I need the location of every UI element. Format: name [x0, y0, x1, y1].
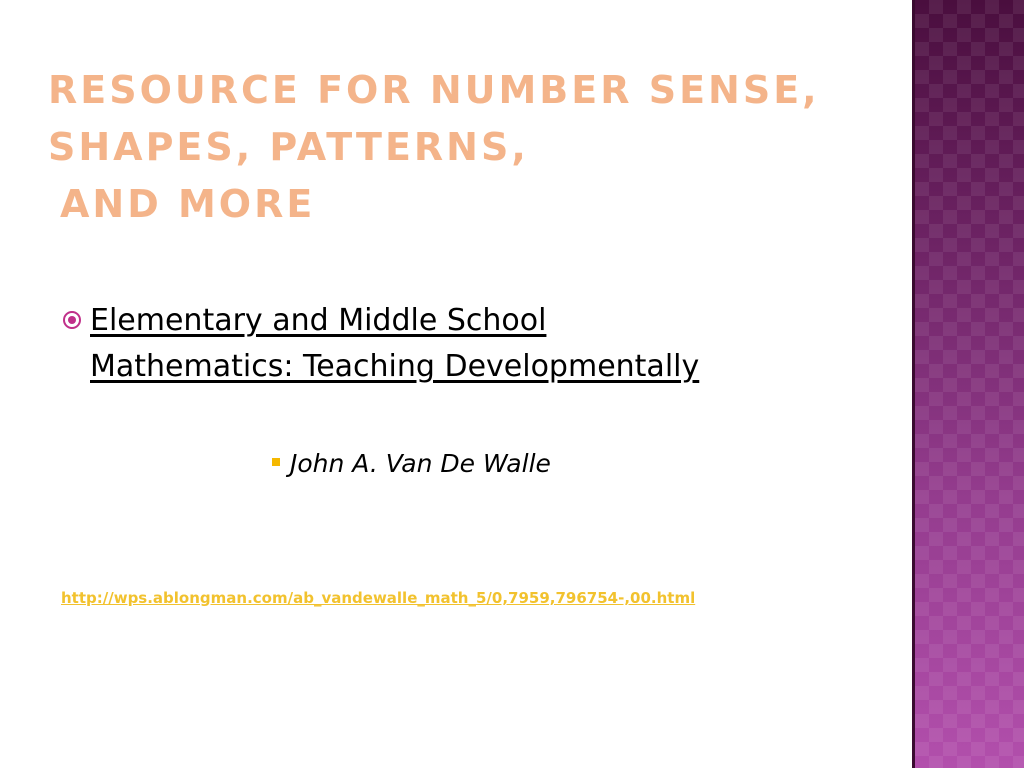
book-title-line: Elementary and Middle School	[90, 303, 547, 338]
slide-title-line: RESOURCE FOR NUMBER SENSE,	[48, 68, 820, 112]
decorative-side-panel	[912, 0, 1024, 768]
book-title-link[interactable]	[90, 298, 699, 390]
slide-title	[48, 62, 898, 233]
square-bullet-icon	[272, 458, 280, 466]
author-name: John A. Van De Walle	[290, 449, 551, 478]
slide-title-line: SHAPES, PATTERNS,	[48, 125, 529, 169]
book-title-bullet	[62, 298, 882, 390]
slide-title-line: AND MORE	[60, 182, 316, 226]
circle-dot-bullet-icon	[62, 298, 90, 335]
author-bullet	[272, 446, 551, 482]
book-title-line: Mathematics: Teaching Developmentally	[90, 349, 700, 384]
resource-url-link[interactable]: http://wps.ablongman.com/ab_vandewalle_math_5/0,7959,796754-,00.html	[61, 589, 696, 607]
